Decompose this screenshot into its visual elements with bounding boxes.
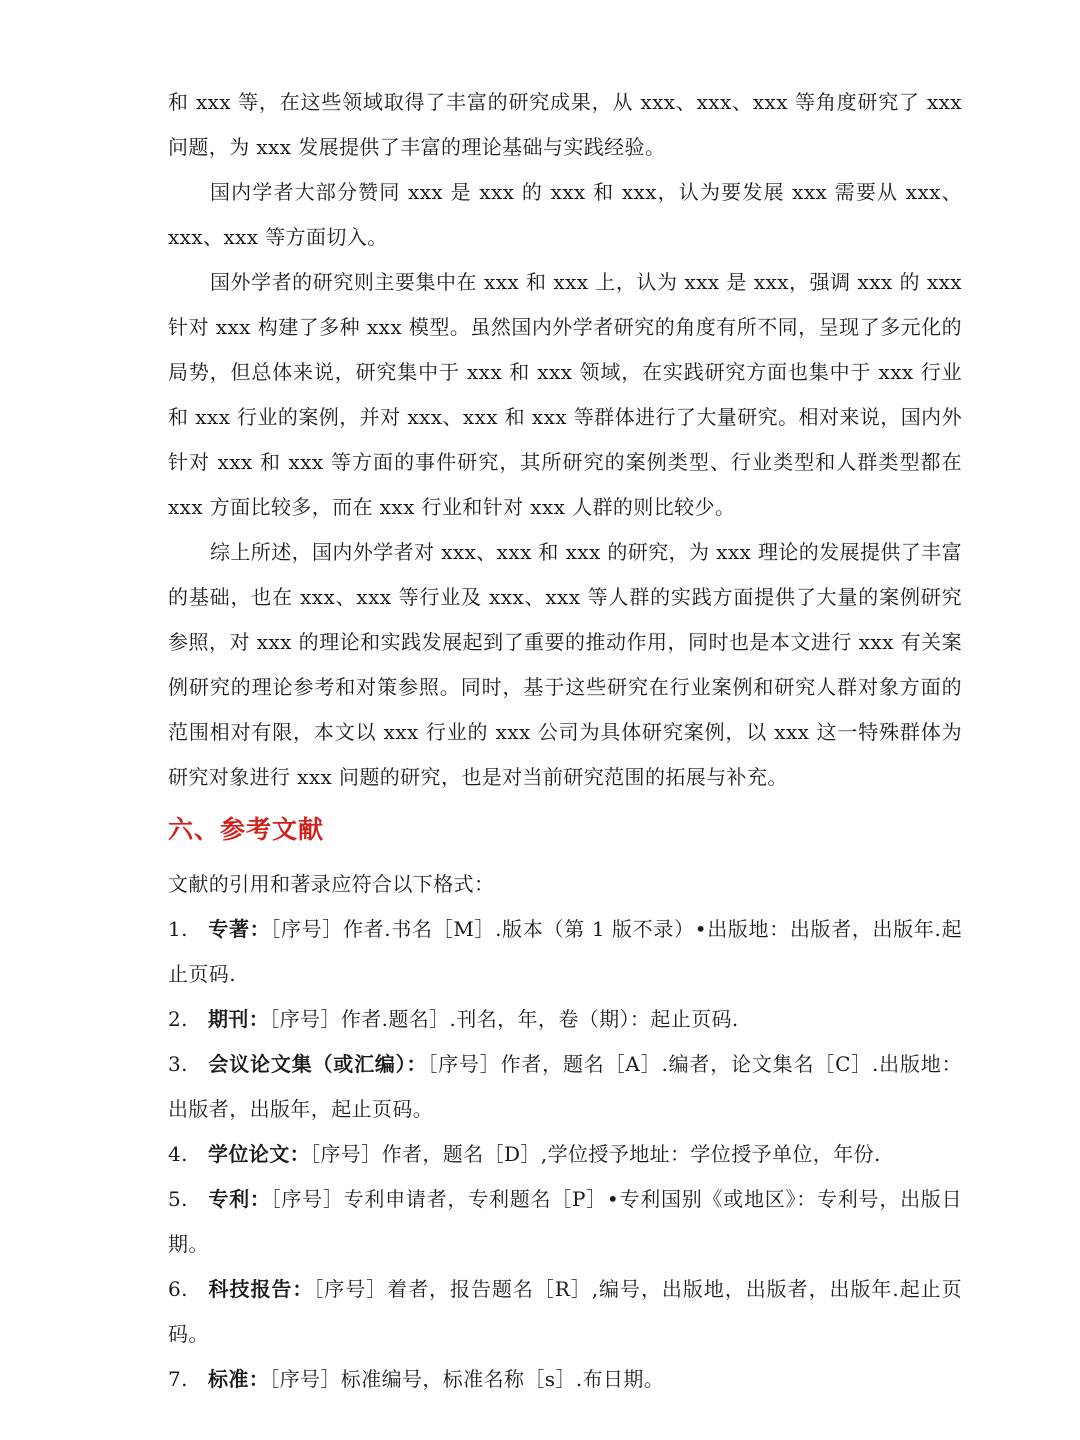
- reference-number: 5.: [168, 1187, 188, 1211]
- reference-format: ［序号］作者，题名［A］.编者，论文集名［C］.出版地：出版者，出版年，起止页码。: [168, 1052, 962, 1121]
- reference-number: 1.: [168, 917, 188, 941]
- reference-type: 标准：: [208, 1367, 270, 1391]
- reference-format: ［序号］作者，题名［D］,学位授予地址：学位授予单位，年份.: [310, 1142, 881, 1166]
- reference-type: 期刊：: [208, 1007, 270, 1031]
- paragraph-1: 和 xxx 等，在这些领域取得了丰富的研究成果，从 xxx、xxx、xxx 等角度研究了 xxx 问题，为 xxx 发展提供了丰富的理论基础与实践经验。: [168, 90, 962, 159]
- reference-item: [168, 1267, 962, 1357]
- reference-type: 学位论文：: [208, 1142, 310, 1166]
- paragraph-4: 综上所述，国内外学者对 xxx、xxx 和 xxx 的研究，为 xxx 理论的发展提供了丰富的基础，也在 xxx、xxx 等行业及 xxx、xxx 等人群的实践方面提供了大量的案例研究参照，对 xxx 的理论和实践发展起到了重要的推动作用，同时也是本文进行 xxx 有关案例研究的理论参考和对策参照。同时，基于这些研究在行业案例和研究人群对象方面的范围相对有限，本文以 xxx 行业的 xxx 公司为具体研究案例，以 xxx 这一特殊群体为研究对象进行 xxx 问题的研究，也是对当前研究范围的拓展与补充。: [168, 540, 962, 789]
- reference-format: ［序号］专利申请者，专利题名［P］•专利国别《或地区》：专利号，出版日期。: [168, 1187, 962, 1256]
- reference-item: [168, 907, 962, 997]
- reference-format: ［序号］作者.题名］.刊名，年，卷（期）：起止页码.: [269, 1007, 739, 1031]
- reference-number: 3.: [168, 1052, 188, 1076]
- reference-type: 会议论文集（或汇编）：: [208, 1052, 428, 1076]
- reference-item: [168, 997, 962, 1042]
- section-heading: 六、参考文献: [168, 815, 325, 844]
- reference-list: [168, 907, 962, 1402]
- paragraph-3: 国外学者的研究则主要集中在 xxx 和 xxx 上，认为 xxx 是 xxx，强调 xxx 的 xxx 针对 xxx 构建了多种 xxx 模型。虽然国内外学者研究的角度有所不同，呈现了多元化的局势，但总体来说，研究集中于 xxx 和 xxx 领域，在实践研究方面也集中于 xxx 行业和 xxx 行业的案例，并对 xxx、xxx 和 xxx 等群体进行了大量研究。相对来说，国内外针对 xxx 和 xxx 等方面的事件研究，其所研究的案例类型、行业类型和人群类型都在 xxx 方面比较多，而在 xxx 行业和针对 xxx 人群的则比较少。: [168, 270, 962, 519]
- reference-number: 2.: [168, 1007, 188, 1031]
- reference-number: 7.: [168, 1367, 188, 1391]
- reference-item: [168, 1357, 962, 1402]
- reference-format: ［序号］标准编号，标准名称［s］.布日期。: [269, 1367, 665, 1391]
- body-text: [168, 80, 962, 800]
- paragraph-2: 国内学者大部分赞同 xxx 是 xxx 的 xxx 和 xxx，认为要发展 xxx 需要从 xxx、xxx、xxx 等方面切入。: [168, 180, 962, 249]
- reference-item: [168, 1132, 962, 1177]
- reference-item: [168, 1177, 962, 1267]
- reference-item: [168, 1042, 962, 1132]
- reference-type: 专利：: [208, 1187, 271, 1211]
- reference-type: 专著：: [208, 917, 271, 941]
- reference-number: 4.: [168, 1142, 188, 1166]
- reference-type: 科技报告：: [208, 1277, 314, 1301]
- reference-number: 6.: [168, 1277, 188, 1301]
- references-intro: 文献的引用和著录应符合以下格式：: [168, 872, 495, 896]
- reference-format: ［序号］作者.书名［M］.版本（第 1 版不录）•出版地：出版者，出版年.起止页码.: [168, 917, 962, 986]
- reference-format: ［序号］着者，报告题名［R］,编号，出版地，出版者，出版年.起止页码。: [168, 1277, 962, 1346]
